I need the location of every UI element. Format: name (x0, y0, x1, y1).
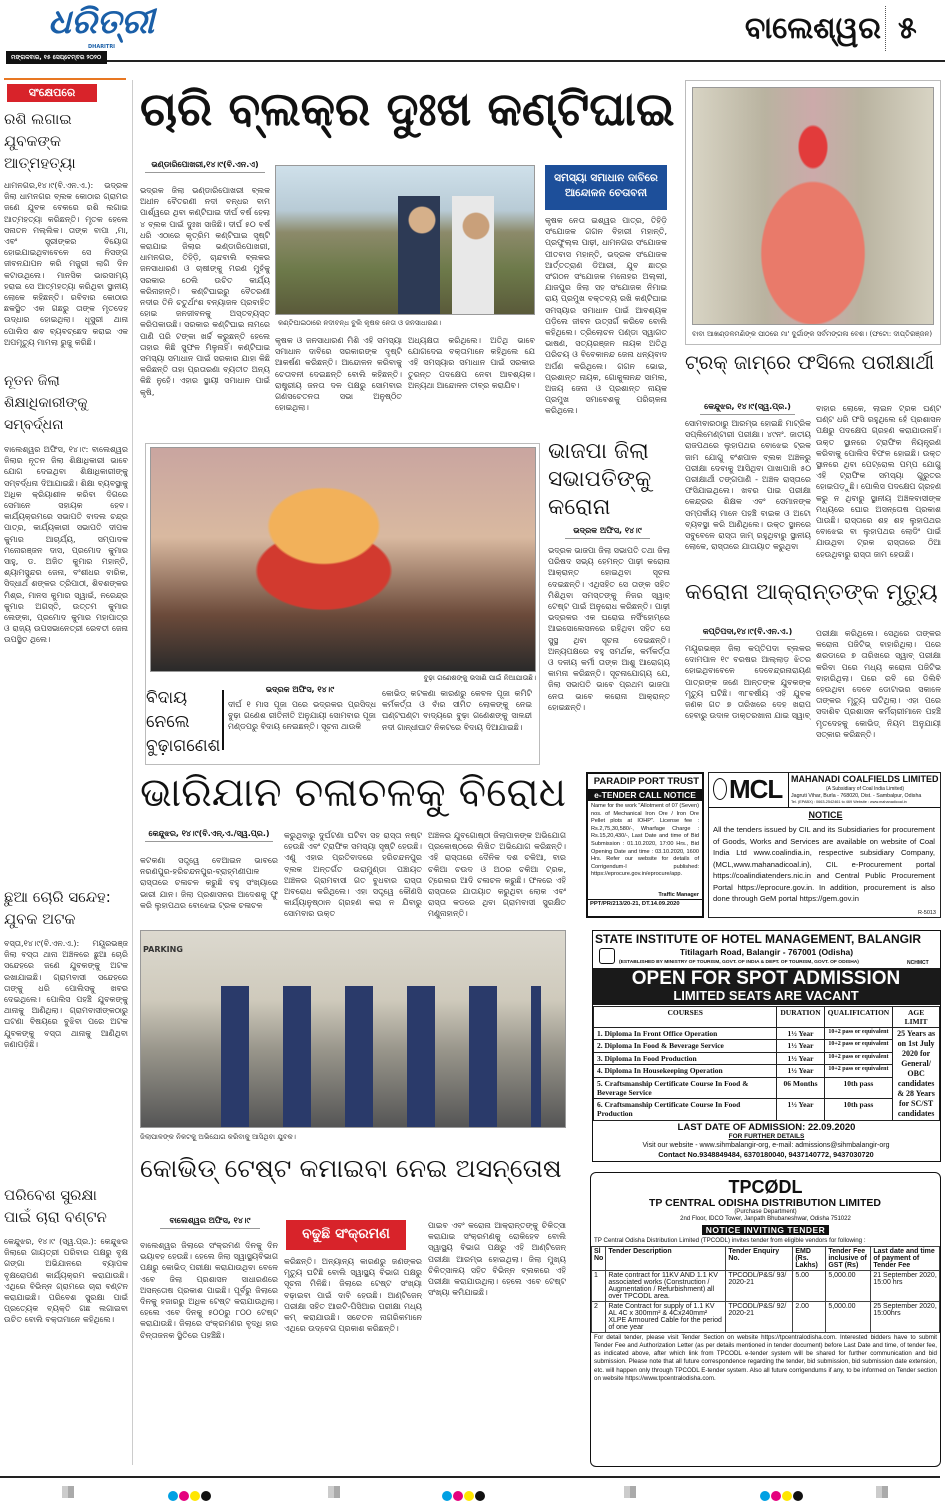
ganesh-headline: ବିଦାୟ ନେଲେ ବୁଢ଼ାଗଣେଶ (146, 688, 221, 756)
paradip-body: Name for the work "Allotment of 07 (Seven) nos. of Mechanical Iron Ore / Iron Ore Pellet plots at IOHP". License fee : Rs.2,75,30,580/-, Wharfage Charge : Rs.15,20,430/-, Last Date and time of Bid Submission : 01.10.2020, 17:00 Hrs., Bid Opening Date and time : 03.10.2020, 1600 Hrs. Refer our website for details of Corrigendum-I published: https://eprocure.gov.in/eprocure/app. (591, 803, 699, 878)
tpcodl-name: TP CENTRAL ODISHA DISTRIBUTION LIMITED (649, 1197, 881, 1209)
cell: TPCODL/P&S/ 92/ 2020-21 (726, 1301, 793, 1332)
duration-cell: 1½ Year (777, 1099, 824, 1121)
qualification-cell: 10+2 pass or equivalent (824, 1040, 893, 1052)
covid-body-col3: ପାଇବ ଏବଂ କରୋନା ଆକ୍ରାନ୍ତଙ୍କୁ ଚିକିତ୍ସା କରାଯାଇ ସଂକ୍ରମଣକୁ ରୋକିହେବ ବୋଲି ସ୍ୱାସ୍ଥ୍ୟ ବିଭାଗ ପକ୍ଷରୁ ଏହି ଆଣ୍ଟିଜେନ୍ ପରୀକ୍ଷା ଆରମ୍ଭ ହୋଇଥିଲା। ଜିଲା ମୁଖ୍ୟ ଚିକିତ୍ସାଳୟ ସହିତ ବିଭିନ୍ନ ବ୍ଲକରେ ଏହି ପରୀକ୍ଷା କରାଯାଉଥିଲା। ହେଲେ ଏବେ ଟେଷ୍ଟ ସଂଖ୍ୟା କମିଯାଇଛି। (428, 1221, 566, 1298)
paradip-subtitle: e-TENDER CALL NOTICE (588, 789, 702, 801)
truck-headline: ଟ୍ରକ୍ ଜାମ୍‌ରେ ଫସିଲେ ପରୀକ୍ଷାର୍ଥୀ (685, 351, 935, 374)
covid-dateline: ବାଲେଶ୍ୱର ଅଫିସ, ୧୪।୯ (160, 1216, 260, 1229)
bjp-headline: ଭାଜପା ଜିଲା ସଭାପତିଙ୍କୁ କରୋନା (548, 439, 652, 520)
sihm-address: Titilagarh Road, Balangir - 767001 (Odisha) (679, 947, 854, 957)
cell: Rate Contract for supply of 1.1 KV AL 4C x 300mm² & 4Cx240mm² XLPE Armoured Cable for the period of one year (606, 1301, 726, 1332)
course-cell: 5. Craftsmanship Certificate Course In Food & Beverage Service (594, 1077, 777, 1099)
logo-subtitle: DHARITRI (88, 44, 116, 50)
qualification-cell: 10+2 pass or equivalent (824, 1052, 893, 1064)
cell: 2 (592, 1301, 606, 1332)
table-row (594, 1040, 940, 1052)
edition-divider (885, 6, 886, 51)
sihm-name: STATE INSTITUTE OF HOTEL MANAGEMENT, BALANGIR (595, 932, 921, 946)
left-column (4, 78, 128, 1468)
brief-body-saplings: କେନ୍ଦୁଝର, ୧୪।୯ (ସ୍ୱ.ପ୍ର.): କେନ୍ଦୁଝର ଜିଲାରେ ଗାୟତ୍ରୀ ପରିବାର ପକ୍ଷରୁ ବୃକ୍ଷ ଗଙ୍ଗା ଅଭିଯାନରେ ବ୍ୟାପକ ବୃକ୍ଷରୋପଣ କାର୍ଯ୍ୟକ୍ରମ କରାଯାଉଛି। ଏଥିରେ ବିଭିନ୍ନ ଗ୍ରାମରେ ଚାରା ବଣ୍ଟନ କରାଯାଇଛି। ପରିବେଶ ସୁରକ୍ଷା ପାଇଁ ପ୍ରତ୍ୟେକ ବ୍ୟକ୍ତି ଗଛ ଲଗାଇବା ଉଚିତ ବୋଲି ବକ୍ତାମାନେ କହିଥିଲେ। (4, 1237, 128, 1325)
parking-sign: PARKING (143, 945, 183, 954)
death-body-col1: ମୟୂରଭଞ୍ଜ ଜିଲା କପ୍ତିପଦା ବ୍ଲକର ଦୋମପାଳ ୧୯ ବରଷର ଆଲ୍ଲାଡ଼ ଝିତର ହୋଇଥିବାବେଳେ ଦେବେନ୍ଦ୍ରନାରାୟଣ ପାତ୍ରଙ୍କ ଜଣେ ଆନ୍ତଙ୍କ ଯୁବକଙ୍କ ମୃତ୍ୟୁ ଘଟିଛି। ୩୮ବର୍ଷୀୟ ଏହି ଯୁବକ ଜଣକ ଗତ ୭ ତାରିଖରେ ଦେହ ଖରାପ ହେବାରୁ ଉଦାଳ ଡାକ୍ତରଖାନା ଯାଇ ସ୍ୱାବ୍ (685, 644, 811, 721)
lead-body-col4: କୃଷକ ନେତା ଇଶ୍ୱର ପାତ୍ର, ତିହିଡ଼ି ସଂଯୋଜକ ଗଗନ ବିହାରୀ ମହାନ୍ତି, ପ୍ରଫୁଲ୍ଲ ପାଢ଼ୀ, ଧାମନଗର ସଂଯୋଜକ ପୀତବାସ ମହାନ୍ତି, ଭଦ୍ରକ ସଂଯୋଜକ ଆର୍ତ୍ତତ୍ରାଣ ଡିଆରୀ, ଯୁବ ଛାତ୍ର ସଂଗଠନ ସଂଯୋଜକ ମନୋହର ଅଲ୍ଲୀ, ଯାଜପୁର ଜିଲା ସହ ସଂଯୋଜକ ନିମାଇ ରାୟ ପ୍ରମୁଖ ବକ୍ତବ୍ୟ ରଖି କଣ୍ଟିଘାଇ ସମସ୍ୟାର ସମାଧାନ ପାଇଁ ଆବଶ୍ୟକ ପଡ଼ିଲେ ଜୀବନ ଉତ୍ସର୍ଗ କରିବେ ବୋଲି କହିଥିଲେ। ତ୍ରିଲୋଚନ ପଣ୍ଡା ସ୍ୱାଗତ ଭାଷଣ, ସତ୍ୟରଞ୍ଜନ ନାୟକ ଅତିଥି ପରିଚୟ ଓ ବିବେକାନନ୍ଦ ଜେନା ଧନ୍ୟବାଦ ଅର୍ପଣ କରିଥିଲେ। ଗଗନ ଭୋଇ, ପ୍ରଶାନ୍ତ ନାୟକ, ଗୋକୁଳାନନ୍ଦ ସାମଲ, ଅଜୟ ଜେନା ଓ ପ୍ରଶାନ୍ତ ନାୟକ ପ୍ରମୁଖ ସମାବେଶକୁ ପରିଚାଳନା କରିଥିଲେ। (545, 216, 667, 416)
brief-title-suicide: ରଶି ଲଗାଇ ଯୁବକଙ୍କ ଆତ୍ମହତ୍ୟା (4, 110, 76, 172)
photo-people (201, 986, 541, 1128)
lead-sidebar-box: ସମସ୍ୟା ସମାଧାନ ଦାବିରେ ଆନ୍ଦୋଳନ ଚେତାବନୀ (545, 165, 667, 210)
brief-body-education-officer: ବାଲେଶ୍ୱର ଅଫିସ, ୧୪।୯: ବାଲେଶ୍ୱର ଜିଲାର ନୂତନ ଜିଲା ଶିକ୍ଷାଧିକାରୀ ଭାବେ ଯୋଗ ଦେଇଥିବା ଶିକ୍ଷାଧିକାରୀଙ୍କୁ ସମ୍ବର୍ଦ୍ଧନା ଦିଆଯାଇଛି। ଶିକ୍ଷା ବ୍ୟବସ୍ଥାକୁ ଅଧିକ କ୍ରିୟାଶୀଳ କରିବା ଦିଗରେ ସେମାନେ ସହାୟକ ହେବ। କାର୍ଯ୍ୟକ୍ରମରେ ସଭାପତି ବାଦଲ ଚନ୍ଦ୍ର ପାତ୍ର, କାର୍ଯ୍ୟକାରୀ ସଭାପତି ଦୀପକ କୁମାର ଆଚାର୍ଯ୍ୟ, ସମ୍ପାଦକ ମନୋରଞ୍ଜନ ଦାସ, ପ୍ରମୋଦ କୁମାର ସାହୁ, ଡ. ଅଜିତ କୁମାର ମହାନ୍ତି, ଶ୍ୟାମସୁନ୍ଦର ଜେନା, ବଂଶୀଧର ବାରିକ, ସିଦ୍ଧାର୍ଥ ଶଙ୍କର ତ୍ରିପାଠୀ, ଶିବଶଙ୍କର ମିଶ୍ର, ମାନସ କୁମାର ସ୍ୱାଇଁ, ନରେନ୍ଦ୍ର କୁମାର ଅଗସ୍ତି, ଉତ୍ତମ କୁମାର ଲେଙ୍କା, ପ୍ରମୋଦ କୁମାର ମହାପାତ୍ର ଓ ରାଜ୍ୟ ଉପସଭାନେତ୍ରୀ ରେବତୀ ଜେନା ଉପସ୍ଥିତ ଥିଲେ। (4, 445, 128, 645)
truck-body-col2: ବାହାର ଲୋକେ, ଲାଇନ ଟ୍ରକ ଘଣ୍ଟ ଘଣ୍ଟ ଧରି ଫସି ରହୁଥିଲେ ହେଁ ପ୍ରଶାସନ ପକ୍ଷରୁ ପଦକ୍ଷେପ ଗ୍ରହଣ କରାଯାଉନାହିଁ। ଉକ୍ତ ସ୍ଥାନରେ ଟ୍ରାଫିକ ନିୟନ୍ତ୍ରଣ କରିବାକୁ ପୋଲିସ ବିଫଳ ହୋଇଛି। ଉକ୍ତ ସ୍ଥାନରେ ଥିବା ପେଟ୍ରୋଲ ପମ୍ପ ଯୋଗୁ ଏହି ଟ୍ରାଫିକ ସମସ୍ୟା ଗୁରୁତର ହୋଇପଡ଼ୁଛି। ପୋଲିସ ପଦକ୍ଷେପ ଗ୍ରହଣ କରୁ ନ ଥିବାରୁ ସ୍ଥାନୀୟ ଅଞ୍ଚଳବାସୀଙ୍କ ମଧ୍ୟରେ ଘୋର ଅସନ୍ତୋଷ ପ୍ରକାଶ ପାଉଛି। ରାସ୍ତାରେ ଶହ ଶହ ଲୁହାପଥର ବୋଝେଇ ବା ଲୁହାପଥର ଲୋଡିଂ ପାଇଁ ଯାଉଥିବା ଟ୍ରକ ରାସ୍ତାରେ ଠିଆ ହେଉଥିବାରୁ ରାସ୍ତା ଜାମ ହେଉଛି। (816, 404, 941, 559)
heavy-vehicle-body-col1: କଟକଣା ସତ୍ତ୍ୱେ ବେଆଇନ ଭାବରେ ନରଣପୁର-ହରିଚନ୍ଦନପୁର-ବ୍ରାହ୍ମଣୀପାଳ ରାସ୍ତାରେ ଚଳାଚଳ କରୁଛି ବହୁ ସଂଖ୍ୟାରେ ଭାରୀ ଯାନ। ଜିଲା ପ୍ରଶାସନର ଆଦେଶକୁ ଫୁ କରି ଲୁହାପଥର ବୋଝେଇ ଟ୍ରକ ଚଳାଚଳ (140, 856, 278, 910)
qualification-cell: 10+2 pass or equivalent (824, 1065, 893, 1077)
course-cell: 1. Diploma In Front Office Operation (594, 1028, 777, 1040)
page-number: ୫ (898, 11, 917, 46)
ganesh-divider (222, 690, 224, 750)
heavy-vehicle-headline: ଭାରିଯାନ ଚଳାଚଳକୁ ବିରୋଧ (140, 768, 567, 816)
cell: Rate contract for 11KV AND 1.1 KV associated works (Construction / Augmentation / Refurbishment) all over TPCODL area. (606, 1270, 726, 1301)
mcl-ref: R-5013 (917, 910, 936, 916)
youth-photo (140, 930, 566, 1128)
mcl-address: Jagruti Vihar, Burla - 768020, Dist. - Sambalpur, Odisha (791, 792, 922, 799)
gray-swatch-icon (624, 1486, 636, 1498)
brief-title-child-theft: ଛୁଆ ଚୋରି ସନ୍ଦେହ: ଯୁବକ ଅଟକ (4, 888, 111, 928)
brief-body-suicide: ଧାମନଗର,୧୪।୯(ବି.ଏନ.ଏ.): ଭଦ୍ରକ ଜିଲା ଧାମନଗର ବ୍ଲକ କୋଠାର ଗ୍ରାମର ଜଣେ ଯୁବକ ବେକରେ ରଶି ଲଗାଇ ଆତ୍ମହତ୍ୟା କରିଛନ୍ତି। ମୃତକ ହେଲେ ସନାତନ ମଲ୍ଲିକ। ତାଙ୍କ ବାପା ,ମା, ଏବଂ ସ୍ତ୍ରୀଙ୍କର ବିୟୋଗ ହୋଇଯାଇଥିବାବେଳେ ସେ ନିସଙ୍ଗ ଜୀବନଯାପନ କରି ମଜୁରୀ ଲାଗି ଦିନ କଟାଉଥିଲେ। ମାନସିକ ଭାରସାମ୍ୟ ହରାଇ ସେ ଆତ୍ମହତ୍ୟା କରିଥିବା ସ୍ଥାନୀୟ ଲୋକେ କହିଛନ୍ତି। ରବିବାର କୋଠାର ଛକସ୍ଥିତ ଏକ ଗଛରୁ ତାଙ୍କ ମୃତଦେହ ଉଦ୍ଧାର ହୋଇଥିଲା। ଧୂସୁରୀ ଥାନା ପୋଲିସ ଶବ ବ୍ୟବଚ୍ଛେଦ କରାଇ ଏକ ଅପମୃତ୍ୟୁ ମାମଲା ରୁଜୁ କରିଛି। (4, 181, 128, 347)
cell: 5,000.00 (826, 1270, 871, 1301)
durga-photo-caption: ବାବା ଆଖଣ୍ଡଳମଣିଙ୍କ ପୀଠରେ ମା' ଦୁର୍ଗାଙ୍କ ସର୍ବମଙ୍ଗଳା ବେଶ। (ଫଟୋ: ଦୀପ୍ତିରଞ୍ଜନ) (692, 330, 933, 338)
lead-body-col3: ଅଧ୍ୟକ୍ଷତା କରିଥିଲେ। ଅତିଥି ଭାବେ ଯୋଗଦେଇ ବକ୍ତାମାନେ କହିଥିଲେ ଯେ ଏହି ସମସ୍ୟାର ସମାଧାନ ପାଇଁ ସରକାର ତୁରନ୍ତ ପଦକ୍ଷେପ ନେବା ଆବଶ୍ୟକ। ଅନ୍ୟଥା ଆନ୍ଦୋଳନ ତୀବ୍ର କରାଯିବ। (408, 336, 535, 390)
edition-name: ବାଲେଶ୍ୱର (744, 11, 881, 46)
date-bar: ମଙ୍ଗଳବାର, ୧୫ ସେପ୍ଟେମ୍ବର ୨୦୨୦ (6, 51, 107, 64)
cell: TPCODL/P&S/ 93/ 2020-21 (726, 1270, 793, 1301)
qualification-cell: 10+2 pass or equivalent (824, 1028, 893, 1040)
col-header: Tender Enquiry No. (726, 1246, 793, 1270)
course-cell: 2. Diploma In Food & Beverage Service (594, 1040, 777, 1052)
col-header: DURATION (777, 1007, 824, 1028)
tpcodl-dept: (Purchase Department) (734, 1209, 797, 1215)
table-header-row (594, 1007, 940, 1028)
table-row (594, 1099, 940, 1121)
ganesh-body-col2: କୋଭିଡ୍ କଟକଣା କାରଣରୁ କେବଳ ପୂଜା କମିଟି କର୍ମକର୍ତ୍ତା ଓ ବାଁର ସୀମିତ ଲୋକଙ୍କୁ ନେଇ ଘଣ୍ଟଘଣ୍ଟା ବାଦ୍ୟରେ ବୁଢ଼ା ଗଣେଶଙ୍କୁ ସାଳନ୍ଦୀ ନଦୀ ଗାନ୍ଧୀଘାଟ ନିକଟରେ ବିଦାୟ ଦିଆଯାଇଛି। (382, 689, 532, 732)
lead-body-col1: ଭଦ୍ରକ ଜିଲା ଭଣ୍ଡାରିପୋଖରୀ ବ୍ଲକ ଅଧୀନ ବୈତରଣୀ ନଦୀ ବନ୍ଧର ବାମ ପାର୍ଶ୍ୱରେ ଥିବା କଣ୍ଟିଘାଇ ଦୀର୍ଘ ବର୍ଷ ହେଲା ୪ ବ୍ଲକ ପାଇଁ ଦୁଃଖ ସାଜିଛି। ଦୀର୍ଘ ୫୦ ବର୍ଷ ଧରି ଏଠାରେ କୃତ୍ରିମ କଣ୍ଟିଘାଇ ସୃଷ୍ଟି କରାଯାଇ ଜିଲାର ଭଣ୍ଡାରିପୋଖରୀ, ଧାମନଗର, ତିହିଡ଼ି, ଚାନ୍ଦବାଲି ବ୍ଲକର ଜନସାଧାରଣ ଓ ଚାଷୀଙ୍କୁ ମରଣ ମୁହଁକୁ ସରକାର ଠେଲି ଉଚିତ କାର୍ଯ୍ୟ କରିନାହାନ୍ତି। କଣ୍ଟିଘାଇରୁ ବୈତରଣୀ ନଦୀର ତିନି ଚତୁର୍ଥାଂଶ ବନ୍ୟାଜଳ ପ୍ରବାହିତ ହୋଇ ଜନଜୀବନକୁ ଅସ୍ତବ୍ୟସ୍ତ କରିପକାଉଛି। ସରକାର କଣ୍ଟିଘାଇ ନାମରେ ପାଣି ପରି ଟଙ୍କା ଖର୍ଚ୍ଚ କରୁଛନ୍ତି ହେଲେ ତାହାର କିଛି ସୁଫଳ ମିଳୁନାହିଁ। କଣ୍ଟିଘାଇ ସମସ୍ୟା ସମାଧାନ ପାଇଁ ସରକାର ଯାହା କିଛି କରିଛନ୍ତି ତାହା ପ୍ରତାରଣା ବ୍ୟତୀତ ଅନ୍ୟ କିଛି ନୁହେଁ। ଏହାର ସ୍ଥାୟୀ ସମାଧାନ ପାଇଁ କୃଷି, (140, 186, 270, 397)
bjp-dateline: ଭଦ୍ରକ ଅଫିସ, ୧୪।୯ (565, 526, 650, 539)
gray-swatch-icon (328, 1486, 340, 1498)
tpcodl-notice-title: NOTICE INVITING TENDER (702, 1225, 830, 1235)
sihm-banner-line1: OPEN FOR SPOT ADMISSION (631, 968, 901, 989)
tpcodl-intro: TP Central Odisha Distribution Limited (TPCODL) invites tender from eligible vendors for following : (594, 1237, 866, 1244)
col-header: Last date and time of payment of Tender Fee (871, 1246, 940, 1270)
qualification-cell: 10th pass (824, 1077, 893, 1099)
col-header: AGE LIMIT (893, 1007, 940, 1028)
sihm-banner-line2: LIMITED SEATS ARE VACANT (673, 988, 859, 1003)
paradip-sign: Traffic Manager (658, 892, 699, 898)
mcl-name: MAHANADI COALFIELDS LIMITED (791, 774, 939, 784)
masthead-rule (107, 60, 945, 62)
covid-body-col2: କରିଛନ୍ତି। ଅନ୍ୟାନ୍ୟ କାରଣରୁ ଜଣଙ୍କର ମୃତ୍ୟୁ ଘଟିଛି ବୋଲି ସ୍ୱାସ୍ଥ୍ୟ ବିଭାଗ ପକ୍ଷରୁ ସୂଚନା ମିଳିଛି। ଜିଲାରେ ଟେଷ୍ଟ ସଂଖ୍ୟା ବଢ଼ାଇବା ପାଇଁ ଦାବି ହେଉଛି। ଆଣ୍ଟିଜେନ୍ ପରୀକ୍ଷା ସହିତ ଆରଟି-ପିସିଆର ପରୀକ୍ଷା ମଧ୍ୟ କମ୍ କରାଯାଉଛି। ସଚେତନ ନାଗରିକମାନେ ଏଥିରେ ଉଦ୍‌ବେଗ ପ୍ରକାଶ କରିଛନ୍ତି। (284, 1257, 422, 1334)
ganesh-photo (150, 447, 536, 672)
mcl-body: All the tenders issued by CIL and its Subsidiaries for procurement of Goods, Works and Services are available on website of Coal India Ltd www.coalindia.in, respective subsidiary Company, (MCL,www.mahanadicoal.in), CIL e-Procurement portal https://coalindiatenders.nic.in and Central Public Procurement Portal https://eprocure.gov.in. In addition, procurement is also done through GeM portal https://gem.gov.in (713, 825, 935, 903)
col-header: Tender Description (606, 1246, 726, 1270)
truck-dateline: କେନ୍ଦୁଝର, ୧୪।୯(ସ୍ୱ.ପ୍ର.) (700, 402, 795, 415)
brief-title-education-officer: ନୂତନ ଜିଲା ଶିକ୍ଷାଧିକାରୀଙ୍କୁ ସମ୍ବର୍ଦ୍ଧନା (4, 373, 88, 433)
truck-body-col1: ସୋମବାରଠାରୁ ଆରମ୍ଭ ହୋଇଛି ମାଟ୍ରିକ ସପ୍ଲିମେଣ୍ଟାରୀ ପରୀକ୍ଷା। ୪୯ନଂ. ଜାତୀୟ ରାଜପଥରେ ଲୁହାପଥର ବୋଝେଇ ଟ୍ରକ ଜାମ ଯୋଗୁ ବଂଶପାଳ ବ୍ଲକ ଅଞ୍ଚଳରୁ ପରୀକ୍ଷା ଦେବାକୁ ଆସିଥିବା ପାଖାପାଖି ୫୦ ପରୀକ୍ଷାର୍ଥୀ ତଙ୍ଗପାଣି - ଅଞ୍ଚଳ ରାସ୍ତାରେ ଫସିଯାଇଥିଲେ। ଖବର ପାଇ ପରୀକ୍ଷା କେନ୍ଦ୍ରର ଶିକ୍ଷକ ଏବଂ ସେମାନଙ୍କ ସମ୍ପର୍କୀୟ ମାନେ ପହଞ୍ଚି ବାଇକ ଓ ଅଟୋ ବ୍ୟବସ୍ଥା କରି ଆଣିଥିଲେ। ଉକ୍ତ ସ୍ଥାନରେ ସବୁବେଳେ ରାସ୍ତା ଜାମ୍ ରହୁଥିବାରୁ ସ୍ଥାନୀୟ ଲୋକେ, ରାସ୍ତାରେ ଯାତାୟାତ କରୁଥିବା (685, 419, 811, 552)
cell: 1 (592, 1270, 606, 1301)
paradip-title: PARADIP PORT TRUST (593, 776, 699, 787)
brief-title-saplings: ପରିବେଶ ସୁରକ୍ଷା ପାଇଁ ଚାରା ବଣ୍ଟନ (4, 1186, 107, 1226)
lead-headline: ଚାରି ବ୍ଲକ୍‌ର ଦୁଃଖ କଣ୍ଟିଘାଇ (140, 82, 675, 136)
mcl-emblem-icon (713, 778, 727, 800)
death-dateline: କପ୍ତିପଦା,୧୪।୯(ବି.ଏନ.ଏ.) (700, 627, 795, 640)
covid-highlight-box: ବଢୁଛି ସଂକ୍ରମଣ (286, 1220, 406, 1250)
col-header: COURSES (594, 1007, 777, 1028)
heavy-vehicle-body-col2: କରୁଥିବାରୁ ଦୁର୍ଘଟଣା ଘଟିବା ସହ ରାସ୍ତା ନଷ୍ଟ ହେଉଛି ଏବଂ ଟ୍ରାଫିକ ସମସ୍ୟା ସୃଷ୍ଟି ହେଉଛି। ଏଣୁ ଏହାର ପ୍ରତିବାଦରେ ହରିଚନ୍ଦନପୁର ବ୍ଲକ ଅନ୍ତର୍ଗତ ଉରାମୁଣ୍ଡା ପଞ୍ଚାୟତ ଅଞ୍ଚଳର ଗ୍ରାମବାସୀ ଗତ ବୁଧବାର ରାସ୍ତା ଅବରୋଧ କରିଥିଲେ। ଏହା ସତ୍ତ୍ୱେ କୌଣସି କାର୍ଯ୍ୟାନୁଷ୍ଠାନ ଗ୍ରହଣ କରା ନ ଯିବାରୁ ସୋମବାର ଉକ୍ତ (284, 831, 422, 919)
section-label-briefs: ସଂକ୍ଷେପରେ (7, 84, 97, 102)
cell: 5,000.00 (826, 1301, 871, 1332)
photo-people (386, 196, 506, 315)
nchmct-logo: NCHMCT (907, 960, 929, 966)
course-cell: 4. Diploma In Housekeeping Operation (594, 1065, 777, 1077)
col-header: QUALIFICATION (824, 1007, 893, 1028)
cell: 21 September 2020, 15:00 hrs (871, 1270, 940, 1301)
sihm-banner (593, 968, 940, 1005)
ad-paradip-port (586, 772, 704, 918)
cell: 5.00 (793, 1270, 826, 1301)
sihm-established: (ESTABLISHED BY MINISTRY OF TOURISM, GOVT. OF INDIA & DEPT. OF TOURISM, GOVT. OF ODISHA) (619, 960, 859, 965)
cmyk-dots-icon (760, 1486, 804, 1505)
lead-photo (275, 165, 535, 315)
lead-body-col2: କୃଷକ ଓ ଜନସାଧାରଣ ମିଶି ଏହି ସମସ୍ୟା ସମାଧାନ ଦାବିରେ ସରକାରଙ୍କ ଦୃଷ୍ଟି ଆକର୍ଷଣ କରିଛନ୍ତି। ଆନ୍ଦୋଳନ କରିବାକୁ ଚେତାବନୀ ଦେଇଛନ୍ତି ବୋଲି କହିଛନ୍ତି। ରାଷ୍ଟ୍ରୀୟ ଜନତା ଦଳ ପକ୍ଷରୁ ସୋମବାର ଗଣସଚେତନତା ସଭା ଅନୁଷ୍ଠିତ ହୋଇଥିଲା। (275, 336, 402, 413)
table-row (594, 1065, 940, 1077)
tpcodl-address: 2nd Floor, IDCO Tower, Janpath Bhubaneshwar, Odisha 751022 (680, 1216, 851, 1222)
course-cell: 3. Diploma In Food Production (594, 1052, 777, 1064)
durga-photo-frame (685, 80, 941, 345)
col-header: Tender Fee inclusive of GST (Rs) (826, 1246, 871, 1270)
durga-photo (692, 87, 934, 325)
age-limit-cell: 25 Years as on 1st July 2020 for General/ OBC candidates & 28 Years for SC/ST candidates (893, 1028, 940, 1121)
brief-body-child-theft: ବସ୍ତା,୧୪।୯(ବି.ଏନ.ଏ.): ମୟୂରଭଞ୍ଜ ଜିଲା ବସ୍ତା ଥାନା ଅଞ୍ଚଳରେ ଛୁଆ ଚୋରି ସନ୍ଦେହରେ ଜଣେ ଯୁବକଙ୍କୁ ଅଟକ ରଖାଯାଇଛି। ଗ୍ରାମବାସୀ ସନ୍ଦେହରେ ତାଙ୍କୁ ଧରି ପୋଲିସକୁ ଖବର ଦେଇଥିଲେ। ପୋଲିସ ପହଞ୍ଚି ଯୁବକଙ୍କୁ ଥାନାକୁ ଆଣିଥିଲା। ଗ୍ରାମବାସୀଙ୍କଠାରୁ ଘଟଣା ବିଷୟରେ ବୁଝିବା ପରେ ଅଟକ ଯୁବକଙ୍କୁ ବସ୍ତା ଥାନାକୁ ଆଣିଥିବା ଜଣାପଡ଼ିଛି। (4, 939, 128, 1049)
youth-photo-caption: ଜିଲାପାଳଙ୍କ ନିକଟକୁ ଅଭିଯୋଗ କରିବାକୁ ଆସିଥିବା ଯୁବକ। (140, 1133, 296, 1141)
covid-headline: କୋଭିଡ୍ ଟେଷ୍ଟ କମାଇବା ନେଇ ଅସନ୍ତୋଷ (140, 1154, 562, 1184)
ad-tpcodl (590, 1172, 941, 1467)
mcl-tel: Tel. (EPABX) : 0663-2542461 to 469 Website : www.mahanadicoal.in (791, 800, 907, 804)
sihm-further-details: FOR FURTHER DETAILS (728, 1133, 805, 1140)
sihm-emblem-icon (599, 948, 615, 964)
sihm-website: Visit our website - www.sihmbalangir-org, e-mail: admissions@sihmbalangir-org (642, 1142, 890, 1149)
qualification-cell: 10th pass (824, 1099, 893, 1121)
heavy-vehicle-body-col3: ଅଞ୍ଚଳର ଯୁବଗୋଷ୍ଠୀ ଜିଲାପାଳଙ୍କ ଅଭିଯୋଗ ପ୍ରକୋଷ୍ଠରେ ଲିଖିତ ଅଭିଯୋଗ କରିଛନ୍ତି। ଏହି ରାସ୍ତାରେ ଦୈନିକ ଦଶ ଚକିଆ, ବାର ଚକିଆ ଚଉଦ ଓ ଅଠର ଚକିଆ ଟ୍ରକ, ଟ୍ରେଲର ଆଦି ଚଳାଚଳ କରୁଛି। ଫଳରେ ଏହି ରାସ୍ତାରେ ଯାତାୟାତ କରୁଥିବା ଲୋକ ଏବଂ ରାସ୍ତା କଡରେ ଥିବା ଗ୍ରାମବାସୀ ସୁରକ୍ଷିତ ମଣୁନାହାନ୍ତି। (428, 831, 566, 919)
tpcodl-tender-table (591, 1246, 940, 1333)
table-row (592, 1301, 940, 1332)
ganesh-body-col1: ଦୀର୍ଘ ୧ ମାସ ପୂଜା ପରେ ଭଦ୍ରକର ପ୍ରସିଦ୍ଧ ବୁଢ଼ା ଗଣେଶ ରୀତିନୀତି ଅନୁଯାୟୀ ସୋମବାର ପୂଜା ମଣ୍ଡପରୁ ବିଦାୟ ନେଇଛନ୍ତି। ସୂଚନା ଥାଉକି (228, 700, 376, 732)
bjp-body: ଭଦ୍ରକ ଭାଜପା ଜିଲା ସଭାପତି ତଥା ଜିଲା ପରିଷଦ ସଭ୍ୟ ହେମନ୍ତ ପାଢ଼ୀ କରୋନା ଆକ୍ରାନ୍ତ ହୋଇଥିବା ସୂଚନା ଦେଇଛନ୍ତି। ଏଥିସହିତ ସେ ତାଙ୍କ ସହିତ ମିଶିଥିବା ସମସ୍ତଙ୍କୁ ନିଜର ସ୍ୱାବ୍ ଟେଷ୍ଟ ପାଇଁ ଅନୁରୋଧ କରିଛନ୍ତି। ପାଢ଼ୀ ଭଦ୍ରକର ଏକ ଘରୋଇ ନର୍ସିଂହୋମ୍‌ରେ ଆଇସୋଲେସନରେ ରହିଥିବା ସହିତ ସେ ସୁସ୍ଥ ଥିବା ସୂଚନା ଦେଇଛନ୍ତି। ଅନ୍ୟପକ୍ଷରେ ବହୁ ସମର୍ଥକ, କର୍ମକର୍ତ୍ତା ଓ ଦଳୀୟ କର୍ମୀ ତାଙ୍କ ଆଶୁ ଆରୋଗ୍ୟ କାମନା କରିଛନ୍ତି। ସୂଚନାଯୋଗ୍ୟ ଯେ, ଜିଲା ସଭାପତି ଭାବେ ପ୍ରଥମ ଭାଜପା ନେତା ଭାବେ କରୋନା ଆକ୍ରାନ୍ତ ହୋଇଛନ୍ତି। (548, 546, 670, 712)
duration-cell: 06 Months (777, 1077, 824, 1099)
bottom-rule (0, 1476, 940, 1478)
sihm-contact: Contact No.9348849484, 6370180040, 9437140772, 9437030720 (658, 1150, 874, 1159)
table-row (594, 1028, 940, 1040)
lead-dateline: ଭଣ୍ଡାରିପୋଖରୀ,୧୪।୯(ବି.ଏନ.ଏ) (145, 160, 265, 173)
ganesh-dateline: ଭଦ୍ରକ ଅଫିସ, ୧୪।୯ (265, 685, 335, 694)
duration-cell: 1½ Year (777, 1065, 824, 1077)
print-registration-marks (0, 1486, 945, 1498)
left-column-divider (132, 80, 133, 1465)
duration-cell: 1½ Year (777, 1052, 824, 1064)
mcl-header-rule (709, 807, 941, 808)
table-row (594, 1077, 940, 1099)
course-cell: 6. Craftsmanship Certificate Course In Food Production (594, 1099, 777, 1121)
tpcodl-logo: TPCØDL (728, 1177, 803, 1197)
sihm-course-table (593, 1006, 940, 1121)
death-headline: କରୋନା ଆକ୍ରାନ୍ତଙ୍କ ମୃତ୍ୟୁ (685, 579, 938, 605)
sihm-last-date: LAST DATE OF ADMISSION: 22.09.2020 (677, 1122, 856, 1133)
mcl-logo: MCL (729, 774, 783, 804)
mcl-subtitle: (A Subsidiary of Coal India Limited) (825, 786, 905, 792)
ganesh-caption: ବୁଢ଼ା ଗଣେଶଙ୍କୁ ଭସାଣି ପାଇଁ ନିଆଯାଉଛି। (423, 674, 536, 682)
duration-cell: 1½ Year (777, 1040, 824, 1052)
masthead (0, 0, 945, 70)
paradip-ref: PPT/PR/213/20-21, DT.14.09.2020 (588, 899, 702, 908)
table-row (594, 1052, 940, 1064)
newspaper-logo: ଧରିତ୍ରୀ (48, 2, 155, 42)
col-header: EMD (Rs. Lakhs) (793, 1246, 826, 1270)
table-row (592, 1270, 940, 1301)
cmyk-dots-icon (168, 1486, 212, 1505)
cell: 2.00 (793, 1301, 826, 1332)
tpcodl-footer: For detail tender, please visit Tender Section on website https://tpcentralodisha.com. Interested bidders have to submit Tender Fee and Authorization Letter (as per details mentioned in tender document) before Last Date and time, of tender fee, as indicated above, after which link from TPCODL e-tender system will be shared for further communication and bid submission. Please note that all future correspondence regarding the tender, bid submission, bid submission date extension, etc. will happen only through TPCODL E-tender system. Also all future corrigendums if any, to be informed on Tender section on website https://www.tpcentralodisha.com. (594, 1333, 937, 1382)
gray-swatch-icon (62, 1486, 74, 1498)
col-header: Sl No (592, 1246, 606, 1270)
mcl-header-divider (788, 773, 789, 807)
cell: 25 September 2020, 15:00hrs (871, 1301, 940, 1332)
cmyk-dots-icon (442, 1486, 486, 1505)
duration-cell: 1½ Year (777, 1028, 824, 1040)
ad-mcl (708, 772, 941, 918)
ad-sihm-balangir (592, 930, 941, 1162)
heavy-vehicle-dateline: କେନ୍ଦୁଝର, ୧୪।୯(ବି.ଏନ୍.ଏ./ସ୍ୱ.ପ୍ର.) (145, 829, 273, 842)
death-body-col2: ପରୀକ୍ଷା କରିଥିଲେ। ସେଥିରେ ତାଙ୍କର କରୋନା ପଜିଟିଭ୍ ବାହାରିଥିଲା। ପରେ ଶରଡାରେ ୭ ତାରିଖରେ ସ୍ୱାବ୍ ପରୀକ୍ଷା କରିବା ପରେ ମଧ୍ୟ କରୋନା ପଜିଟିଭ ବାହାରିଥିଲା। ପରେ ରବି ରେ ଡିଲିବି ହେଉଥିବା ଦେବେ ଡୋଟାଭର ସକାଳେ ତାଙ୍କର ମୃତ୍ୟୁ ଘଟିଥିଲା। ଏହା ପରେ ସଦାଶିବ ପ୍ରଶାସନ କର୍ମଚାରୀମାନେ ପହଞ୍ଚି ମୃତଦେହକୁ କୋଭିଡ୍ ନିୟମ ଅନୁଯାୟୀ ସତ୍କାର କରିଛନ୍ତି। (816, 629, 941, 739)
mcl-notice-title: NOTICE (808, 810, 843, 820)
lead-photo-caption: କଣ୍ଟିଘାଇଠାରେ ନଦୀବନ୍ଧ ବୁଲି କୃଷକ ନେତା ଓ ଜନସାଧାରଣ। (278, 319, 442, 327)
table-header-row (592, 1246, 940, 1270)
covid-body-col1: ବାଲେଶ୍ୱର ଜିଲାରେ ସଂକ୍ରମଣ ଦିନକୁ ଦିନ ଭୟାବହ ହେଉଛି। ହେଲେ ଜିଲା ସ୍ୱାସ୍ଥ୍ୟବିଭାଗ ପକ୍ଷରୁ କୋଭିଡ୍ ପରୀକ୍ଷା କରାଯାଉଥିବା ବେଳେ ଏବେ ଜିଲା ପ୍ରଶାସନ ସାଧାରଣରେ ଅସନ୍ତୋଷ ପ୍ରକାଶ ପାଇଛି। ପୂର୍ବରୁ ଜିଲାରେ ଦିନକୁ ହଜାରରୁ ଅଧିକ ଟେଷ୍ଟ କରାଯାଉଥିଲା। ହେଲେ ଏବେ ଦିନକୁ ୫୦୦ରୁ ୮୦୦ ଟେଷ୍ଟ କରାଯାଉଛି। ଜିଲାରେ ସଂକ୍ରମଣର ବୃଦ୍ଧି ହାର ଚିନ୍ତାଜନକ ସ୍ଥିତିରେ ପହଞ୍ଚିଛି। (140, 1241, 278, 1340)
gray-swatch-icon (876, 1486, 888, 1498)
